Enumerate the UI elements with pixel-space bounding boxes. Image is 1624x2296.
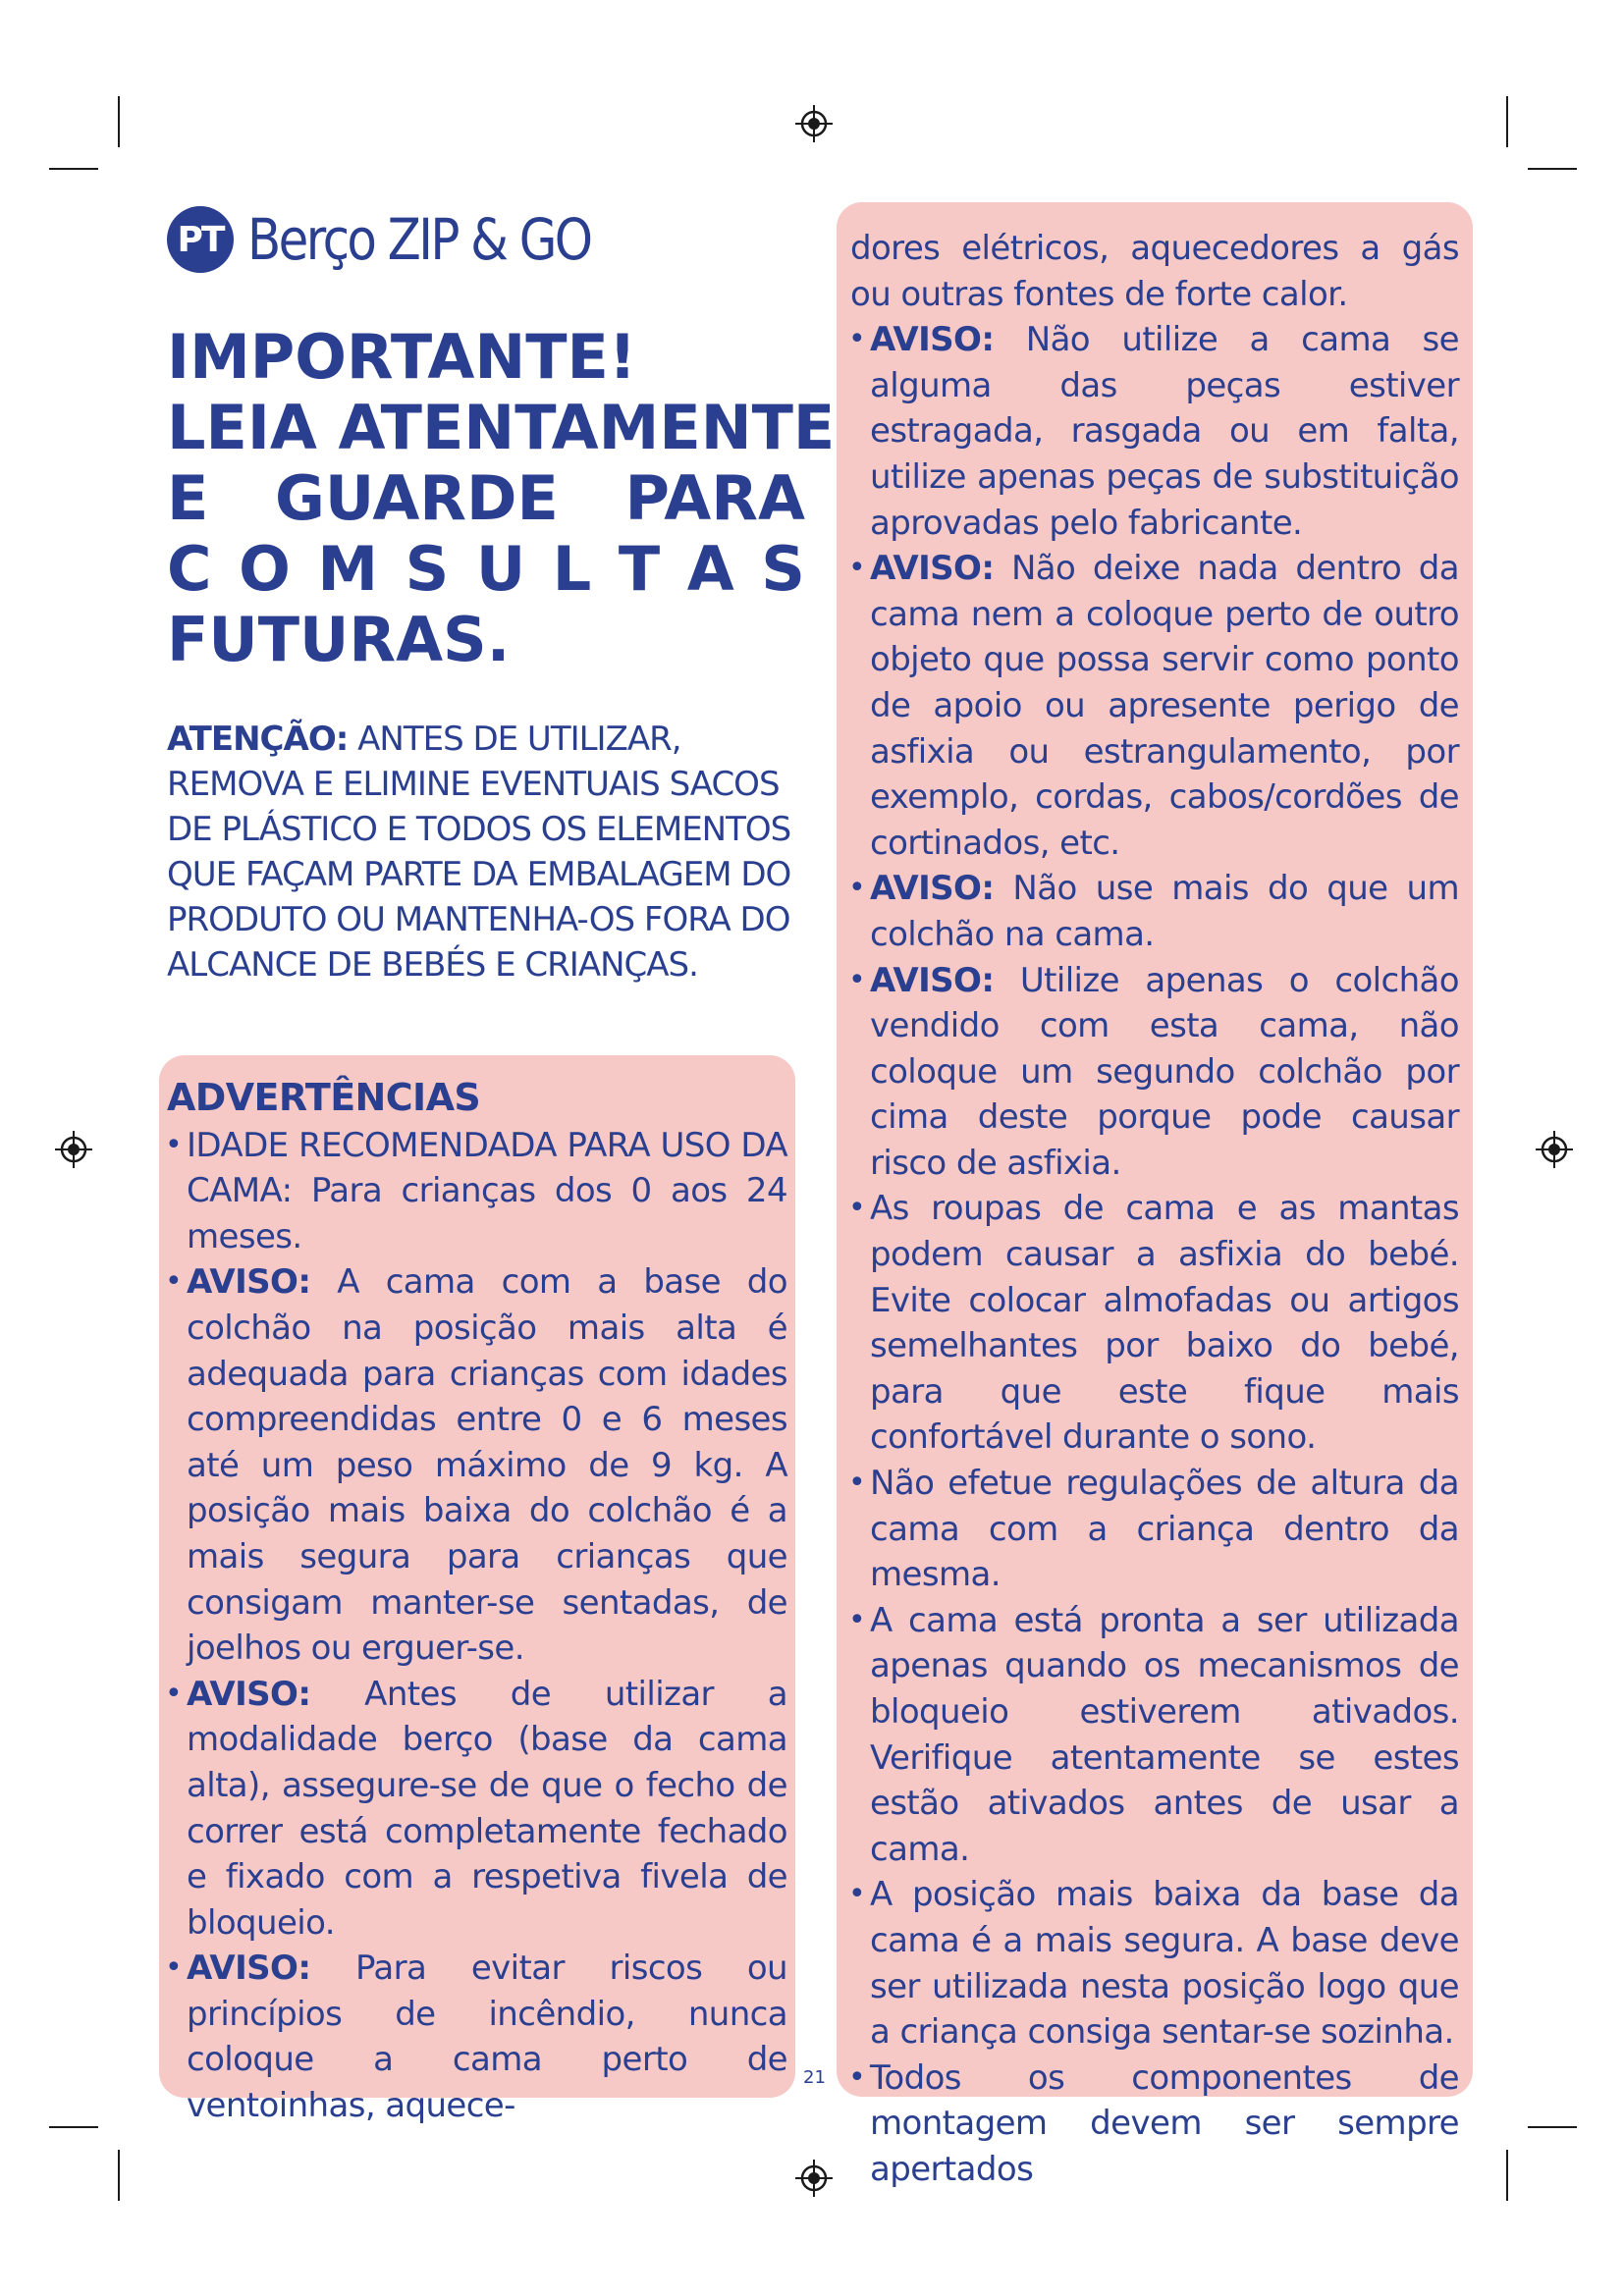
registration-mark-icon	[55, 1131, 92, 1168]
warning-text: Não use mais do que um colchão na cama.	[870, 869, 1459, 954]
document-header	[167, 206, 646, 273]
warning-label: AVISO:	[870, 549, 995, 589]
warning-text: Não deixe nada dentro da cama nem a coloque perto de outro objeto que possa servir como ponto de apoio ou apresente perigo de asfixia ou estrangulamento, por exemplo, cordas, cabos/cordões de cortinados, etc.	[870, 549, 1459, 863]
warning-text: A cama com a base do colchão na posição mais alta é adequada para crianças com idades compreendidas entre 0 e 6 meses até um peso máximo de 9 kg. A posição mais baixa do colchão é a mais segura para crianças que consigam manter-se sentadas, de joelhos ou erguer-se.	[187, 1262, 787, 1669]
attention-text: ANTES DE UTILIZAR, REMOVA E ELIMINE EVENTUAIS SACOS DE PLÁSTICO E TODOS OS ELEMENTOS QUE FAÇAM PARTE DA EMBALAGEM DO PRODUTO OU MANTENHA-OS FORA DO ALCANCE DE BEBÉS E CRIANÇAS.	[167, 720, 791, 985]
warning-item	[167, 1123, 787, 1260]
warning-text: A posição mais baixa da base da cama é a mais segura. A base deve ser utilizada nesta posição logo que a criança consiga sentar-se sozinha.	[870, 1875, 1459, 2053]
important-notice	[167, 321, 836, 675]
warning-text: Para evitar riscos ou princípios de incêndio, nunca coloque a cama perto de ventoinhas, aquece-	[187, 1949, 787, 2126]
warning-item	[850, 2056, 1459, 2193]
warning-item	[850, 1872, 1459, 2055]
warning-item	[167, 1259, 787, 1671]
warning-item	[850, 1461, 1459, 1598]
word: GUARDE	[275, 462, 559, 534]
warning-label: AVISO:	[870, 869, 995, 909]
warning-label: AVISO:	[187, 1262, 311, 1303]
registration-mark-icon	[795, 105, 833, 142]
warning-text: As roupas de cama e as mantas podem causar a asfixia do bebé. Evite colocar almofadas ou artigos semelhantes por baixo do bebé, para que este fique mais confortável durante o sono.	[870, 1189, 1459, 1458]
warnings-column-left	[167, 1075, 787, 2129]
warning-text: Antes de utilizar a modalidade berço (base da cama alta), assegure-se de que o fecho de correr está completamente fechado e fixado com a respetiva fivela de bloqueio.	[187, 1674, 787, 1943]
crop-mark	[1528, 168, 1577, 170]
important-line: IMPORTANTE!	[167, 321, 637, 393]
crop-mark	[49, 168, 98, 170]
crop-mark	[1528, 2126, 1577, 2128]
warning-label: AVISO:	[870, 320, 995, 360]
warning-label: AVISO:	[870, 960, 995, 1000]
warning-text: Utilize apenas o colchão vendido com esta cama, não coloque um segundo colchão por cima deste porque pode causar risco de asfixia.	[870, 960, 1459, 1183]
warning-item	[850, 546, 1459, 866]
page-number: 21	[803, 2067, 826, 2088]
word: PARA	[624, 462, 805, 534]
warning-item	[850, 1598, 1459, 1873]
crop-mark	[1506, 96, 1508, 147]
warning-text: Todos os componentes de montagem devem ser sempre apertados	[870, 2057, 1459, 2189]
crop-mark	[118, 2150, 120, 2201]
warning-item	[850, 958, 1459, 1187]
warning-label: AVISO:	[187, 1949, 311, 1989]
warning-item	[167, 1672, 787, 1947]
warning-text: Não utilize a cama se alguma das peças estiver estragada, rasgada ou em falta, utilize apenas peças de substituição aprovadas pelo fabricante.	[870, 320, 1459, 543]
warnings-column-right	[850, 226, 1459, 2193]
crop-mark	[1506, 2150, 1508, 2201]
crop-mark	[49, 2126, 98, 2128]
attention-label: ATENÇÃO:	[167, 720, 349, 759]
word: E	[167, 462, 209, 534]
crop-mark	[118, 96, 120, 147]
continued-text: dores elétricos, aquecedores a gás ou outras fontes de forte calor.	[850, 229, 1459, 314]
warning-text: IDADE RECOMENDADA PARA USO DA CAMA: Para crianças dos 0 aos 24 meses.	[187, 1125, 787, 1256]
registration-mark-icon	[795, 2160, 833, 2197]
language-badge: PT	[167, 206, 234, 273]
warning-item	[850, 317, 1459, 546]
warning-item	[167, 1946, 787, 2128]
warnings-heading: ADVERTÊNCIAS	[167, 1076, 481, 1119]
important-line: LEIA ATENTAMENTE	[167, 392, 836, 463]
registration-mark-icon	[1536, 1131, 1573, 1168]
warning-label: AVISO:	[187, 1674, 311, 1714]
product-title: Berço ZIP & GO	[247, 206, 591, 273]
warning-text: A cama está pronta a ser utilizada apenas quando os mecanismos de bloqueio estiverem ativados. Verifique atentamente se estes estão ativados antes de usar a cama.	[870, 1600, 1459, 1869]
warning-text: Não efetue regulações de altura da cama com a criança dentro da mesma.	[870, 1464, 1459, 1595]
attention-paragraph	[167, 717, 795, 988]
important-line: C O M S U L T A S	[167, 533, 805, 605]
important-line: FUTURAS.	[167, 604, 511, 675]
important-line	[167, 463, 805, 534]
warning-item	[850, 866, 1459, 957]
warning-item	[850, 1186, 1459, 1461]
